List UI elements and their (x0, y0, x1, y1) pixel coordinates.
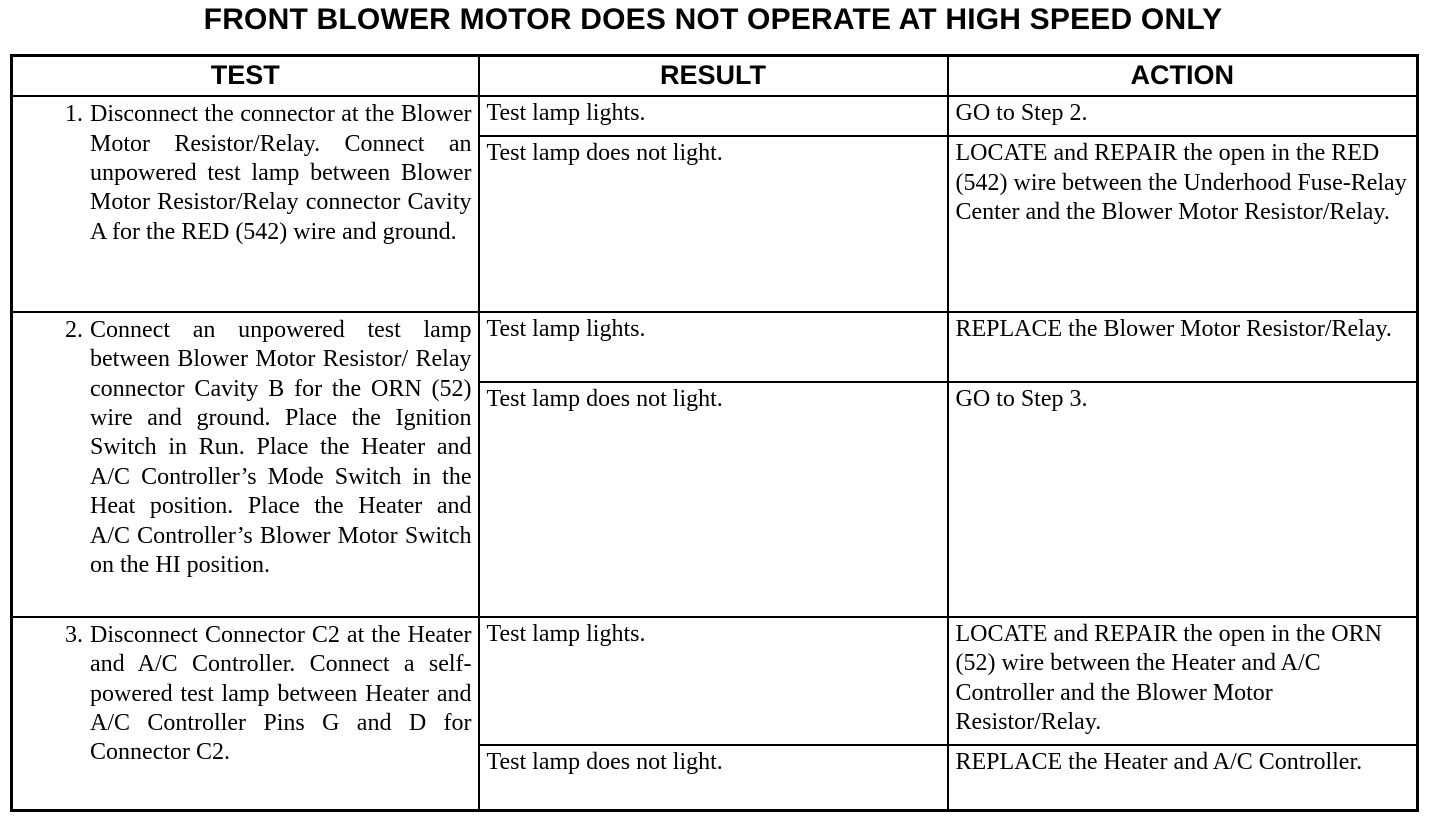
step-3-action-1: LOCATE and REPAIR the open in the ORN (52) wire between the Heater and A/C Controller and the Blower Motor Resistor/Relay. (948, 617, 1418, 745)
table-row (12, 617, 1418, 745)
step-3-result-2: Test lamp does not light. (479, 745, 948, 810)
step-test-text: Connect an unpowered test lamp between Blower Motor Resistor/ Relay connector Cavity B for the ORN (52) wire and ground. Place the Ignition Switch in Run. Place the Heater and A/C Controller’s Mode Switch in the Heat position. Place the Heater and A/C Controller’s Blower Motor Switch on the HI position. (90, 316, 472, 579)
diagnostic-table (10, 54, 1419, 812)
step-3-action-2: REPLACE the Heater and A/C Controller. (948, 745, 1418, 810)
header-action: ACTION (948, 56, 1418, 97)
step-1-result-1: Test lamp lights. (479, 96, 948, 136)
step-number: 2. (65, 316, 83, 343)
header-test: TEST (12, 56, 479, 97)
header-result: RESULT (479, 56, 948, 97)
step-1-action-1: GO to Step 2. (948, 96, 1418, 136)
table-header-row (12, 56, 1418, 97)
page-title: FRONT BLOWER MOTOR DOES NOT OPERATE AT HIGH SPEED ONLY (203, 3, 1223, 36)
step-3-result-1: Test lamp lights. (479, 617, 948, 745)
step-3-test-cell (12, 617, 479, 811)
step-test-text: Disconnect Connector C2 at the Heater and A/C Controller. Connect a self-powered test lamp between Heater and A/C Controller Pins G and D for Connector C2. (90, 621, 472, 766)
step-1-test-cell (12, 96, 479, 312)
step-number: 3. (65, 621, 83, 648)
step-2-action-1: REPLACE the Blower Motor Resistor/Relay. (948, 312, 1418, 382)
step-2-result-1: Test lamp lights. (479, 312, 948, 382)
table-row (12, 312, 1418, 382)
step-1-result-2: Test lamp does not light. (479, 136, 948, 312)
step-2-result-2: Test lamp does not light. (479, 382, 948, 617)
step-1-action-2: LOCATE and REPAIR the open in the RED (542) wire between the Underhood Fuse-Relay Center and the Blower Motor Resistor/Relay. (948, 136, 1418, 312)
step-number: 1. (65, 101, 83, 128)
step-2-action-2: GO to Step 3. (948, 382, 1418, 617)
table-row (12, 96, 1418, 136)
step-2-test-cell (12, 312, 479, 617)
step-test-text: Disconnect the connector at the Blower Motor Resistor/Relay. Connect an unpowered test lamp between Blower Motor Resistor/Relay connector Cavity A for the RED (542) wire and ground. (90, 101, 472, 245)
